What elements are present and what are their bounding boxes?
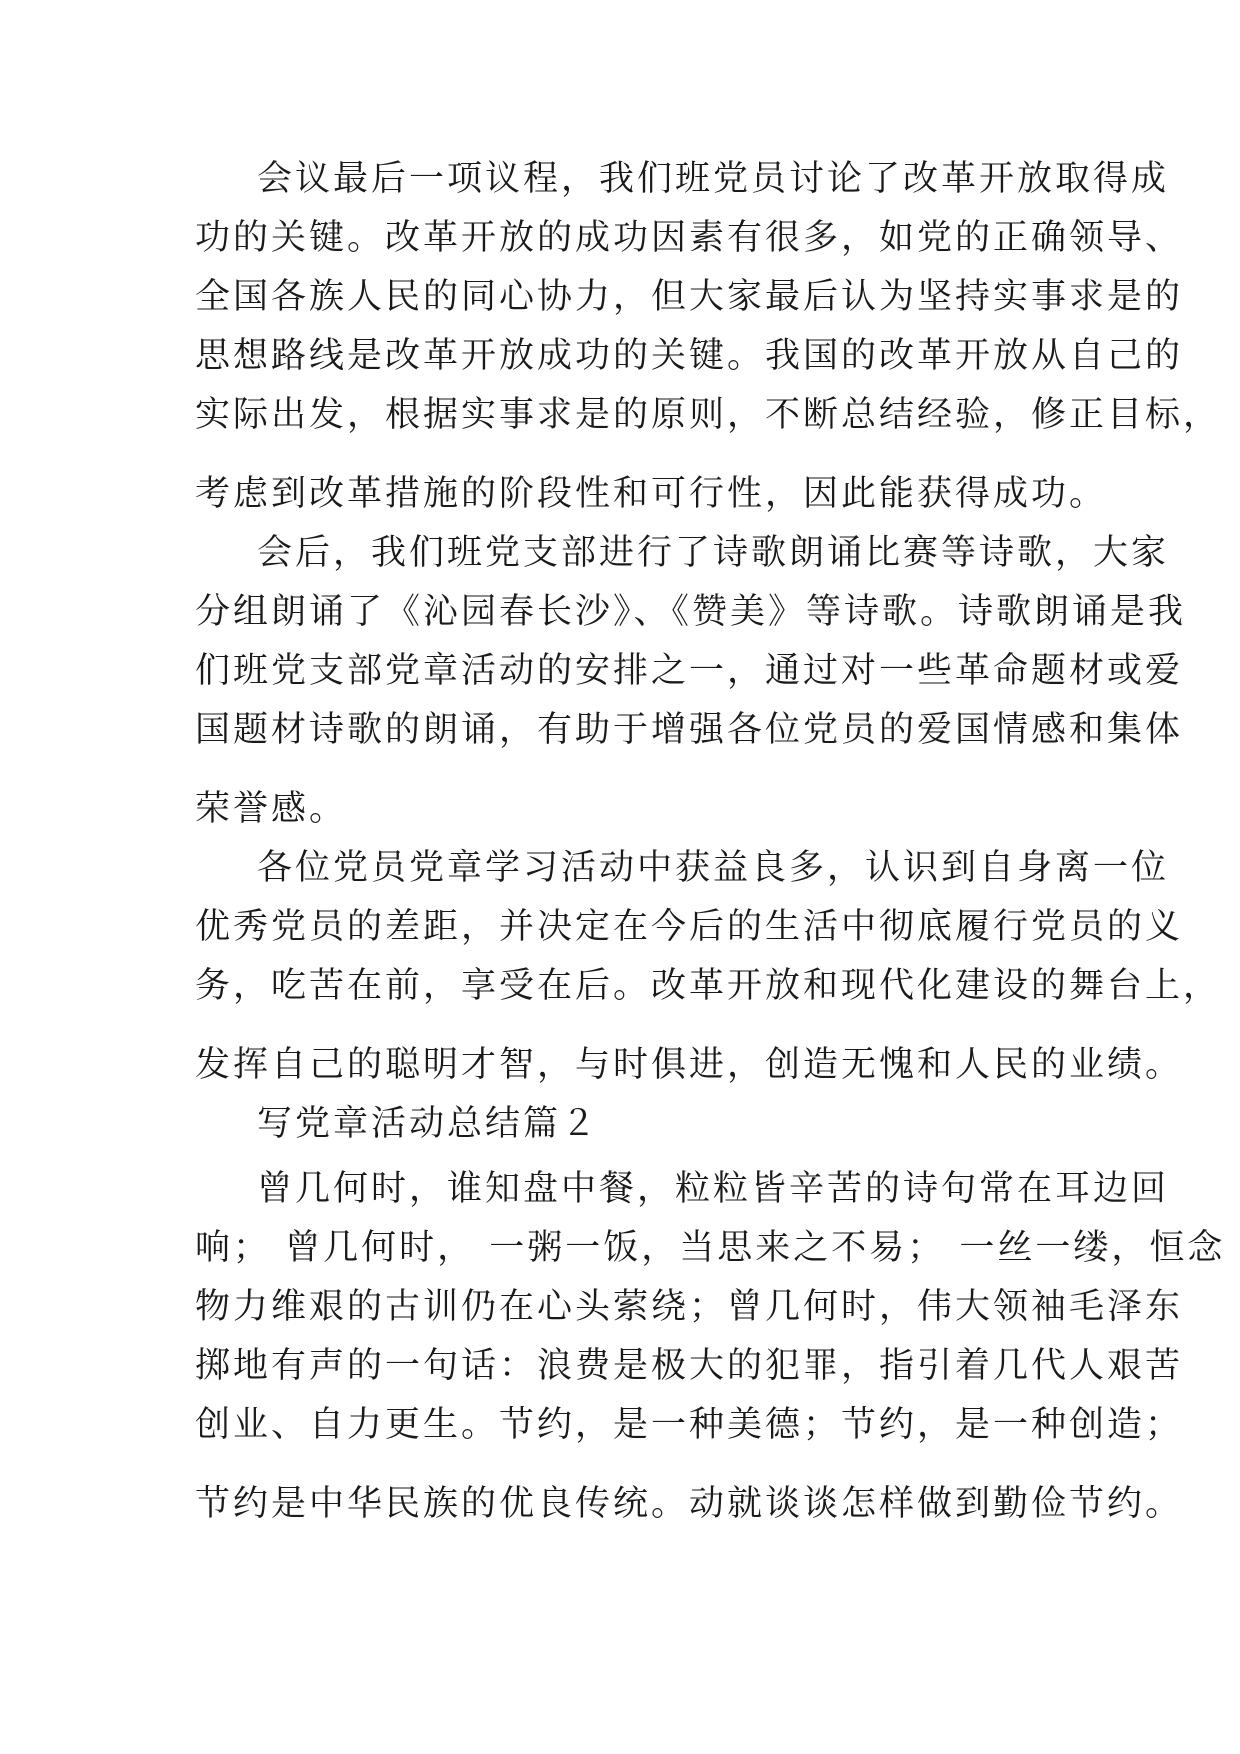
paragraph-3-line-1: 各位党员党章学习活动中获益良多，认识到自身离一位 (257, 848, 1170, 888)
paragraph-2-line-5: 荣誉感。 (195, 789, 348, 829)
paragraph-1-line-4: 思想路线是改革开放成功的关键。我国的改革开放从自己的 (195, 336, 1184, 376)
paragraph-3-line-3: 务，吃苦在前，享受在后。改革开放和现代化建设的舞台上， (195, 966, 1222, 1006)
paragraph-3-line-4: 发挥自己的聪明才智，与时俱进，创造无愧和人民的业绩。 (195, 1045, 1184, 1085)
paragraph-2-line-3: 们班党支部党章活动的安排之一，通过对一些革命题材或爱 (195, 651, 1184, 691)
paragraph-4-line-5: 创业、自力更生。节约，是一种美德；节约，是一种创造； (195, 1405, 1184, 1445)
paragraph-4-line-1: 曾几何时，谁知盘中餐，粒粒皆辛苦的诗句常在耳边回 (257, 1169, 1170, 1209)
section-heading: 写党章活动总结篇２ (257, 1104, 600, 1144)
paragraph-1-line-1: 会议最后一项议程，我们班党员讨论了改革开放取得成 (257, 159, 1170, 199)
paragraph-4-line-4: 掷地有声的一句话：浪费是极大的犯罪，指引着几代人艰苦 (195, 1346, 1184, 1386)
paragraph-4-line-6: 节约是中华民族的优良传统。动就谈谈怎样做到勤俭节约。 (195, 1484, 1184, 1524)
paragraph-1-line-5: 实际出发，根据实事求是的原则，不断总结经验，修正目标， (195, 395, 1222, 435)
body-text (195, 150, 1226, 1534)
paragraph-1-line-3: 全国各族人民的同心协力，但大家最后认为坚持实事求是的 (195, 277, 1184, 317)
paragraph-2-line-2: 分组朗诵了《沁园春长沙》、《赞美》等诗歌。诗歌朗诵是我 (195, 592, 1187, 632)
paragraph-4-line-3: 物力维艰的古训仍在心头萦绕；曾几何时，伟大领袖毛泽东 (195, 1287, 1184, 1327)
paragraph-3-line-2: 优秀党员的差距，并决定在今后的生活中彻底履行党员的义 (195, 907, 1184, 947)
paragraph-2-line-1: 会后，我们班党支部进行了诗歌朗诵比赛等诗歌，大家 (257, 533, 1170, 573)
paragraph-1-line-6: 考虑到改革措施的阶段性和可行性，因此能获得成功。 (195, 474, 1108, 514)
paragraph-1-line-2: 功的关键。改革开放的成功因素有很多，如党的正确领导、 (195, 218, 1184, 258)
paragraph-4-line-2: 响； 曾几何时， 一粥一饭，当思来之不易； 一丝一缕，恒念 (195, 1228, 1226, 1268)
paragraph-2-line-4: 国题材诗歌的朗诵，有助于增强各位党员的爱国情感和集体 (195, 710, 1184, 750)
